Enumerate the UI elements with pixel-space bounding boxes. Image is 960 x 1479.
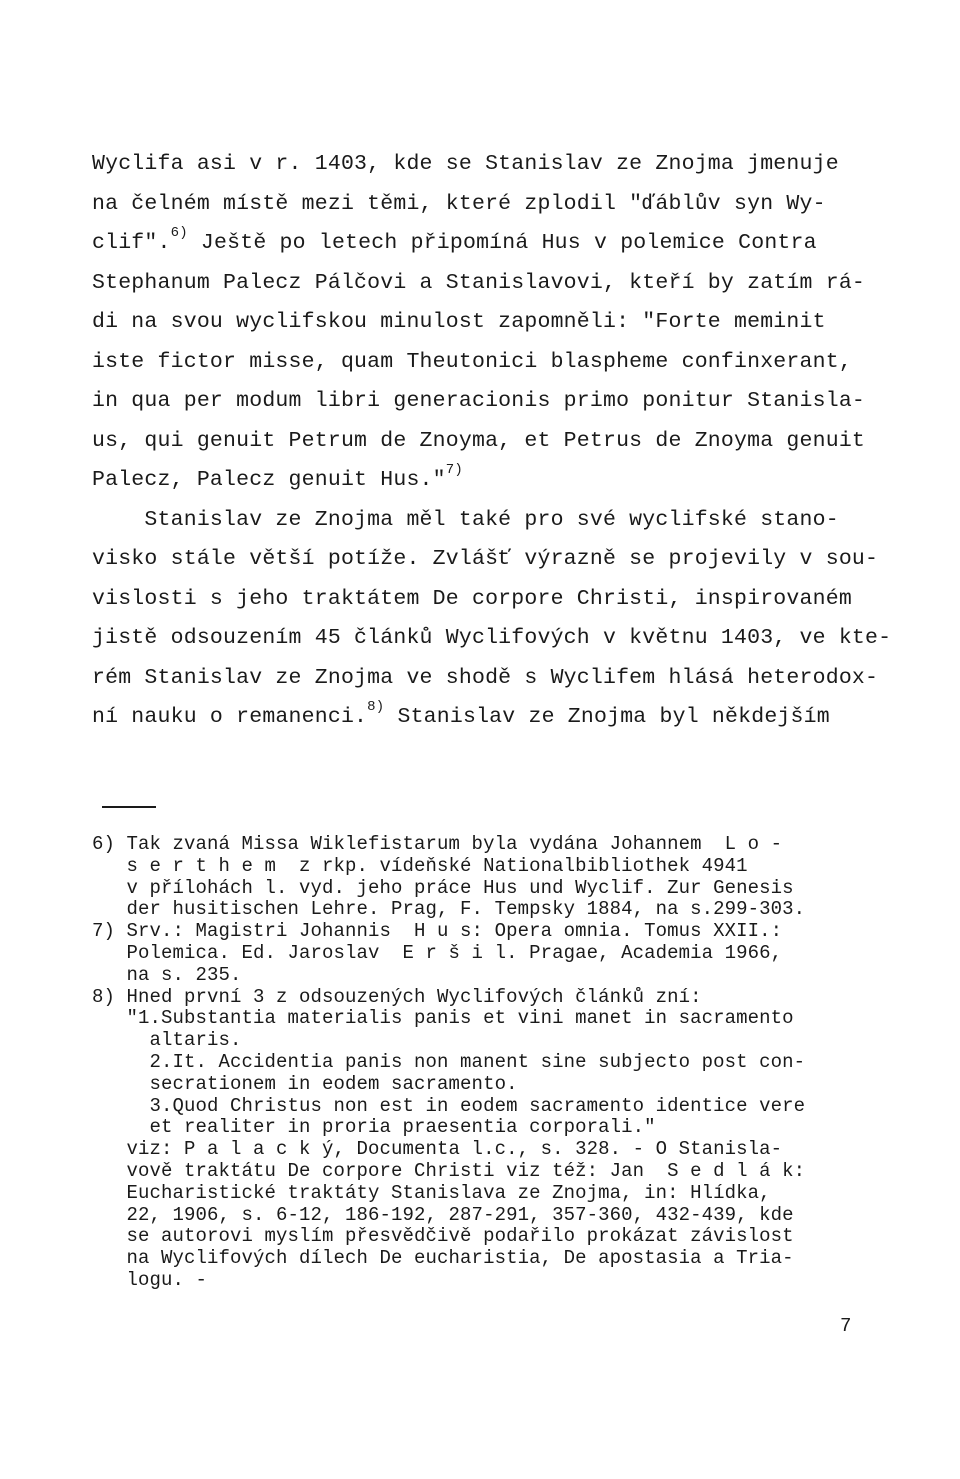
footnote-reference: 6) <box>170 225 188 241</box>
footnote-line: 6) Tak zvaná Missa Wiklefistarum byla vydána Johannem L o - <box>92 833 783 855</box>
footnote-line: 8) Hned první 3 z odsouzených Wyclifových článků zní: <box>92 985 702 1008</box>
body-line <box>92 462 463 492</box>
body-text-segment: ní nauku o remanenci. <box>92 705 368 729</box>
page-number: 7 <box>840 1315 852 1337</box>
footnote-line: 22, 1906, s. 6-12, 186-192, 287-291, 357-360, 432-439, kde <box>92 1203 794 1226</box>
footnote-reference: 7) <box>445 462 463 478</box>
footnote-line: "1.Substantia materialis panis et vini manet in sacramento <box>92 1007 794 1030</box>
footnote-line: altaris. <box>92 1029 242 1052</box>
body-line: Stephanum Palecz Pálčovi a Stanislavovi, kteří by zatím rá- <box>92 270 866 295</box>
body-text-segment: clif". <box>92 231 171 255</box>
body-line: di na svou wyclifskou minulost zapomněli: "Forte meminit <box>92 310 826 334</box>
footnote-line: 2.It. Accidentia panis non manent sine subjecto post con- <box>92 1051 806 1073</box>
body-line: na čelném místě mezi těmi, které zplodil "ďáblův syn Wy- <box>92 191 826 216</box>
footnote-line: s e r t h e m z rkp. vídeňské Nationalbibliothek 4941 <box>92 854 748 877</box>
footnote-line: vově traktátu De corpore Christi viz též: Jan S e d l á k: <box>92 1160 806 1182</box>
footnote-separator <box>102 806 156 808</box>
body-line: jistě odsouzením 45 článků Wyclifových v květnu 1403, ve kte- <box>92 626 892 650</box>
footnote-line: na Wyclifových dílech De eucharistia, De apostasia a Tria- <box>92 1247 794 1270</box>
footnote-line: logu. - <box>92 1269 208 1291</box>
body-line: visko stále větší potíže. Zvlášť výrazně se projevily v sou- <box>92 547 879 571</box>
body-line: rém Stanislav ze Znojma ve shodě s Wyclifem hlásá heterodox- <box>92 665 879 690</box>
body-line <box>92 699 830 729</box>
footnote-line: 7) Srv.: Magistri Johannis H u s: Opera omnia. Tomus XXII.: <box>92 920 783 943</box>
footnote-line: se autorovi myslím přesvědčivě podařilo prokázat závislost <box>92 1225 794 1248</box>
body-line: us, qui genuit Petrum de Znoyma, et Petrus de Znoyma genuit <box>92 428 866 453</box>
body-line: iste fictor misse, quam Theutonici blaspheme confinxerant, <box>92 349 852 374</box>
footnote-line: Eucharistické traktáty Stanislava ze Znojma, in: Hlídka, <box>92 1181 771 1204</box>
body-line: Wyclifa asi v r. 1403, kde se Stanislav ze Znojma jmenuje <box>92 152 839 176</box>
footnote-reference: 8) <box>367 699 385 715</box>
footnote-line: v přílohách l. vyd. jeho práce Hus und Wyclif. Zur Genesis <box>92 876 794 899</box>
footnote-line: 3.Quod Christus non est in eodem sacramento identice vere <box>92 1094 806 1117</box>
body-line: Stanislav ze Znojma měl také pro své wyclifské stano- <box>92 507 839 532</box>
footnote-line: secrationem in eodem sacramento. <box>92 1072 518 1095</box>
body-line: vislosti s jeho traktátem De corpore Christi, inspirovaném <box>92 586 852 611</box>
footnote-line: Polemica. Ed. Jaroslav E r š i l. Pragae, Academia 1966, <box>92 942 783 964</box>
footnote-line: viz: P a l a c k ý, Documenta l.c., s. 328. - O Stanisla- <box>92 1138 783 1161</box>
body-line: in qua per modum libri generacionis primo ponitur Stanisla- <box>92 389 866 413</box>
footnote-line: der husitischen Lehre. Prag, F. Tempsky 1884, na s.299-303. <box>92 898 806 921</box>
body-text-segment: Ještě po letech připomíná Hus v polemice Contra <box>187 231 817 255</box>
footnote-line: et realiter in proria praesentia corporali." <box>92 1116 656 1139</box>
footnote-line: na s. 235. <box>92 963 242 986</box>
body-text-segment: Palecz, Palecz genuit Hus." <box>92 468 446 492</box>
body-line <box>92 225 817 255</box>
body-text-segment: Stanislav ze Znojma byl někdejším <box>384 705 830 729</box>
